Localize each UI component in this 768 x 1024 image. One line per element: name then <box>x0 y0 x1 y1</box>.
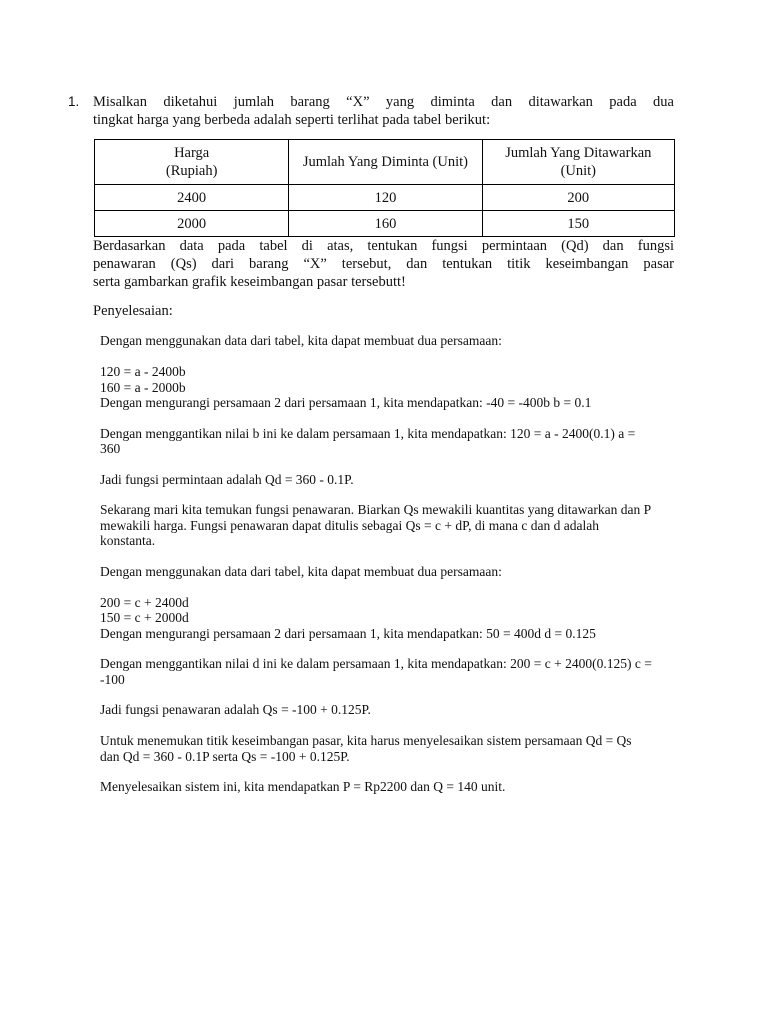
solution-line: 160 = a - 2000b <box>100 380 186 395</box>
table-header-row <box>95 140 675 185</box>
table-cell: 2400 <box>95 185 289 211</box>
instruction-line-1: Berdasarkan data pada tabel di atas, tentukan fungsi permintaan (Qd) dan fungsi <box>93 238 674 254</box>
instruction-text <box>93 237 674 291</box>
solution-line: 200 = c + 2400d <box>100 595 189 610</box>
question-line-1: Misalkan diketahui jumlah barang “X” yang diminta dan ditawarkan pada dua <box>93 94 674 110</box>
instruction-line-3: serta gambarkan grafik keseimbangan pasar tersebutt! <box>93 274 406 290</box>
header-jumlah-diminta: Jumlah Yang Diminta (Unit) <box>289 140 482 185</box>
solution-heading: Penyelesaian: <box>93 303 173 319</box>
solution-line: Dengan mengurangi persamaan 2 dari persamaan 1, kita mendapatkan: -40 = -400b b = 0.1 <box>100 395 592 410</box>
solution-line: 150 = c + 2000d <box>100 610 189 625</box>
solution-line: konstanta. <box>100 533 156 548</box>
solution-line: Sekarang mari kita temukan fungsi penawaran. Biarkan Qs mewakili kuantitas yang ditawarkan dan P <box>100 502 652 517</box>
solution-line: Dengan menggantikan nilai b ini ke dalam persamaan 1, kita mendapatkan: 120 = a - 2400(0.1) a = <box>100 426 636 441</box>
solution-line: Menyelesaikan sistem ini, kita mendapatkan P = Rp2200 dan Q = 140 unit. <box>100 779 506 794</box>
solution-line: 120 = a - 2400b <box>100 364 186 379</box>
solution-line: Untuk menemukan titik keseimbangan pasar, kita harus menyelesaikan sistem persamaan Qd = Qs <box>100 733 632 748</box>
solution-line: Jadi fungsi permintaan adalah Qd = 360 - 0.1P. <box>100 472 354 487</box>
solution-line: Dengan menggantikan nilai d ini ke dalam persamaan 1, kita mendapatkan: 200 = c + 2400(0.125) c = <box>100 656 652 671</box>
table-cell: 200 <box>482 185 674 211</box>
header-jumlah-ditawarkan: Jumlah Yang Ditawarkan (Unit) <box>482 140 674 185</box>
solution-line: 360 <box>100 441 121 456</box>
solution-line: Dengan menggunakan data dari tabel, kita dapat membuat dua persamaan: <box>100 333 502 348</box>
table-cell: 2000 <box>95 211 289 237</box>
table-row <box>95 211 675 237</box>
table-row <box>95 185 675 211</box>
question-line-2: tingkat harga yang berbeda adalah seperti terlihat pada tabel berikut: <box>93 112 491 128</box>
solution-line: Dengan mengurangi persamaan 2 dari persamaan 1, kita mendapatkan: 50 = 400d d = 0.125 <box>100 626 596 641</box>
header-harga: Harga (Rupiah) <box>95 140 289 185</box>
table-cell: 150 <box>482 211 674 237</box>
solution-line: -100 <box>100 672 125 687</box>
solution-line: mewakili harga. Fungsi penawaran dapat ditulis sebagai Qs = c + dP, di mana c dan d adalah <box>100 518 599 533</box>
solution-line: Jadi fungsi penawaran adalah Qs = -100 + 0.125P. <box>100 702 371 717</box>
instruction-line-2: penawaran (Qs) dari barang “X” tersebut, dan tentukan titik keseimbangan pasar <box>93 256 674 272</box>
table-cell: 120 <box>289 185 482 211</box>
solution-line: dan Qd = 360 - 0.1P serta Qs = -100 + 0.125P. <box>100 749 350 764</box>
question-number: 1. <box>68 94 80 109</box>
question-text <box>93 93 674 129</box>
table-cell: 160 <box>289 211 482 237</box>
solution-line: Dengan menggunakan data dari tabel, kita dapat membuat dua persamaan: <box>100 564 502 579</box>
price-quantity-table <box>94 139 675 237</box>
